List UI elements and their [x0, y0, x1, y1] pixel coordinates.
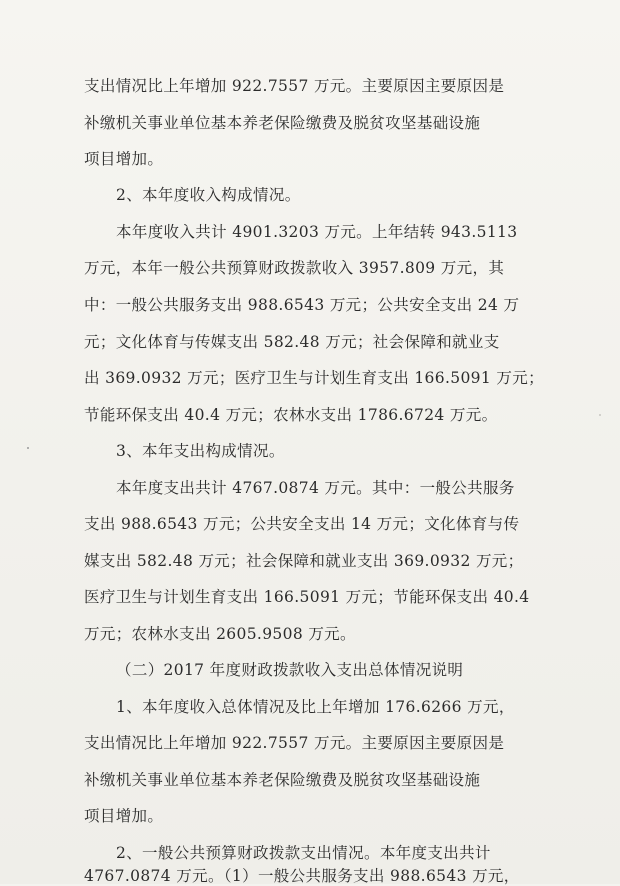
text-line-9: 出 369.0932 万元；医疗卫生与计划生育支出 166.5091 万元；	[84, 369, 544, 387]
text-line-10: 节能环保支出 40.4 万元；农林水支出 1786.6724 万元。	[84, 406, 498, 424]
text-line-18: 1、本年度收入总体情况及比上年增加 176.6266 万元，	[116, 698, 515, 716]
text-line-6: 万元，本年一般公共预算财政拨款收入 3957.809 万元，其	[84, 259, 505, 277]
text-line-13: 支出 988.6543 万元；公共安全支出 14 万元；文化体育与传	[84, 515, 520, 533]
scan-speck	[599, 414, 601, 416]
text-line-7: 中：一般公共服务支出 988.6543 万元；公共安全支出 24 万	[84, 296, 520, 314]
text-line-8: 元；文化体育与传媒支出 582.48 万元；社会保障和就业支	[84, 333, 500, 351]
text-line-1: 支出情况比上年增加 922.7557 万元。主要原因主要原因是	[84, 77, 505, 95]
text-line-16: 万元；农林水支出 2605.9508 万元。	[84, 625, 356, 643]
text-line-12: 本年度支出共计 4767.0874 万元。其中：一般公共服务	[116, 479, 515, 497]
section-heading-2: 2、本年度收入构成情况。	[116, 186, 301, 204]
text-line-14: 媒支出 582.48 万元；社会保障和就业支出 369.0932 万元；	[84, 552, 524, 570]
text-line-15: 医疗卫生与计划生育支出 166.5091 万元；节能环保支出 40.4	[84, 588, 530, 606]
text-line-20: 补缴机关事业单位基本养老保险缴费及脱贫攻坚基础设施	[84, 771, 481, 789]
section-heading-2017: （二）2017 年度财政拨款收入支出总体情况说明	[116, 661, 464, 679]
section-heading-3: 3、本年支出构成情况。	[116, 442, 285, 460]
text-line-23: 4767.0874 万元。（1）一般公共服务支出 988.6543 万元，	[84, 867, 520, 885]
text-line-5: 本年度收入共计 4901.3203 万元。上年结转 943.5113	[116, 223, 518, 241]
text-line-21: 项目增加。	[84, 807, 164, 825]
scan-speck	[27, 447, 29, 449]
text-line-3: 项目增加。	[84, 150, 164, 168]
text-line-2: 补缴机关事业单位基本养老保险缴费及脱贫攻坚基础设施	[84, 114, 481, 132]
text-line-19: 支出情况比上年增加 922.7557 万元。主要原因主要原因是	[84, 734, 505, 752]
text-line-22: 2、一般公共预算财政拨款支出情况。本年度支出共计	[116, 844, 491, 862]
